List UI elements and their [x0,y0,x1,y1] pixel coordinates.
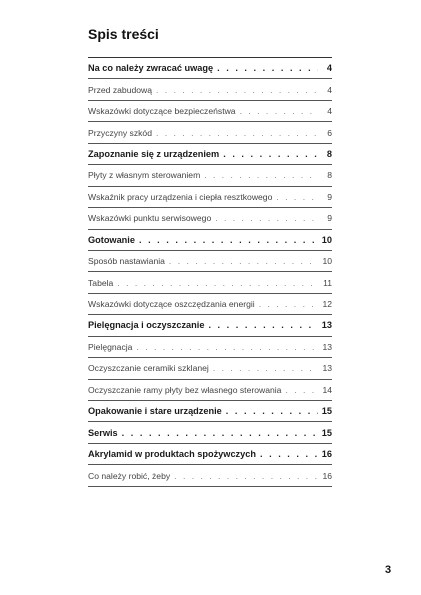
toc-entry-row [88,294,332,315]
toc-entry-label: Pielęgnacja [88,341,133,352]
toc-section-row [88,422,332,443]
toc-entry-row [88,165,332,186]
page-title: Spis treści [88,26,159,42]
toc-section-row [88,444,332,465]
toc-section-row [88,315,332,336]
toc-entry-label: Oczyszczanie ramy płyty bez własnego sterowania [88,384,282,395]
toc-entry-page: 4 [326,63,332,74]
toc-entry-row [88,251,332,272]
toc-entry-page: 15 [321,406,332,417]
toc-entry-label: Wskazówki dotyczące oszczędzania energii [88,299,255,310]
toc-leader-dots [204,170,318,180]
toc-entry-label: Zapoznanie się z urządzeniem [88,148,220,159]
toc-entry-label: Wskazówki dotyczące bezpieczeństwa [88,106,236,117]
toc-entry-row [88,272,332,293]
toc-entry-label: Serwis [88,427,118,438]
toc-entry-label: Płyty z własnym sterowaniem [88,170,201,181]
toc-entry-row [88,187,332,208]
toc-entry-page: 13 [322,341,332,352]
page-number: 3 [385,564,392,576]
toc-leader-dots [276,192,318,202]
toc-entry-row [88,337,332,358]
toc-section-row [88,401,332,422]
toc-entry-row [88,122,332,143]
toc-section-row [88,230,332,251]
toc-leader-dots [240,106,318,116]
toc-entry-page: 13 [322,363,332,374]
toc-leader-dots [226,406,318,416]
toc-leader-dots [223,149,318,159]
toc-entry-page: 8 [327,170,332,181]
toc-leader-dots [136,342,318,352]
toc-entry-page: 16 [321,449,332,460]
toc-entry-label: Opakowanie i stare urządzenie [88,406,222,417]
toc-entry-row [88,79,332,100]
toc-entry-row [88,380,332,401]
toc-entry-label: Gotowanie [88,234,135,245]
toc-entry-label: Na co należy zwracać uwagę [88,63,214,74]
toc-leader-dots [156,85,318,95]
toc-leader-dots [117,278,318,288]
toc-entry-page: 13 [321,320,332,331]
toc-entry-label: Pielęgnacja i oczyszczanie [88,320,205,331]
toc-entry-page: 9 [327,213,332,224]
toc-leader-dots [208,320,317,330]
toc-entry-page: 10 [322,256,332,267]
toc-entry-page: 15 [321,427,332,438]
toc-leader-dots [156,128,318,138]
toc-section-row [88,58,332,79]
toc-leader-dots [122,428,318,438]
toc-leader-dots [215,213,318,223]
toc-leader-dots [217,63,318,73]
toc-entry-page: 11 [323,277,332,288]
toc-entry-row [88,208,332,229]
toc-entry-label: Wskaźnik pracy urządzenia i ciepła resztkowego [88,191,273,202]
toc-entry-page: 8 [326,148,332,159]
toc-entry-page: 14 [322,384,332,395]
toc-entry-page: 9 [327,191,332,202]
toc-entry-row [88,465,332,486]
toc-entry-label: Co należy robić, żeby [88,470,171,481]
toc-entry-page: 16 [322,470,332,481]
toc-entry-label: Sposób nastawiania [88,256,165,267]
toc-entry-label: Oczyszczanie ceramiki szklanej [88,363,209,374]
toc-entry-page: 12 [322,299,332,310]
toc-entry-row [88,101,332,122]
toc-entry-label: Przyczyny szkód [88,127,152,138]
toc-leader-dots [213,363,318,373]
toc-entry-label: Akrylamid w produktach spożywczych [88,449,256,460]
toc-entry-page: 10 [321,234,332,245]
toc-leader-dots [285,385,318,395]
toc-leader-dots [259,299,318,309]
toc-entry-label: Tabela [88,277,114,288]
toc-leader-dots [260,449,318,459]
toc-entry-row [88,358,332,379]
toc-leader-dots [174,471,318,481]
toc-leader-dots [139,235,318,245]
toc-section-row [88,144,332,165]
toc-entry-page: 6 [327,127,332,138]
toc-entry-label: Wskazówki punktu serwisowego [88,213,212,224]
toc-entry-page: 4 [327,84,332,95]
toc-entry-label: Przed zabudową [88,84,153,95]
toc-leader-dots [169,256,318,266]
toc-entry-page: 4 [327,106,332,117]
table-of-contents [88,57,332,487]
